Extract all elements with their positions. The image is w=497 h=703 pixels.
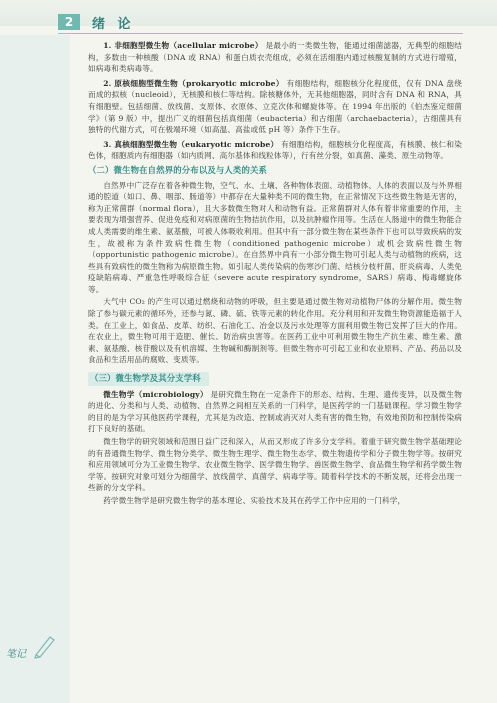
term-prokaryotic-microbe: 2. 原核细胞型微生物（prokaryotic microbe） [103, 78, 284, 88]
notes-label: 笔记 [6, 649, 26, 660]
chapter-title: 绪 论 [92, 17, 135, 32]
notes-marker [6, 633, 58, 665]
paragraph-text: 有细胞结构，细胞核分化程度高，有核膜、核仁和染色体，细胞质内有细胞器（如内质网、高尔基体和线粒体等），行有丝分裂，如真菌、藻类、原生动物等。 [88, 139, 462, 161]
paragraph-microbiology-definition [88, 389, 462, 435]
header-divider [58, 33, 463, 34]
page-body [88, 40, 462, 508]
term-acellular-microbe: 1. 非细胞型微生物（acellular microbe） [103, 41, 263, 50]
section-heading-microbiology: （三）微生物学及其分支学科 [88, 372, 209, 386]
paragraph-text: 是研究微生物在一定条件下的形态、结构、生理、遗传变异，以及微生物的进化、分类和与人类、动植物、自然界之间相互关系的一门科学，是医药学的一门基础课程。学习微生物学的目的是为学习其他医药学课程，尤其是为改造、控制或消灭对人类有害的微生物，有效地预防和控制传染病打下良好的基础。 [88, 389, 462, 434]
paragraph-acellular [88, 40, 462, 75]
paragraph-eukaryotic [88, 139, 462, 162]
term-eukaryotic-microbe: 3. 真核细胞型微生物（eukaryotic microbe） [103, 139, 279, 149]
term-microbiology: 微生物学（microbiology） [103, 389, 208, 399]
paragraph-pharmaceutical: 药学微生物学是研究微生物学的基本理论、实验技术及其在药学工作中应用的一门科学， [103, 495, 406, 505]
notes-margin [0, 35, 70, 703]
section-heading-distribution: （二）微生物在自然界的分布以及与人类的关系 [88, 164, 268, 175]
paragraph-distribution: 自然界中广泛存在着各种微生物，空气、水、土壤、各种物体表面、动植物体、人体的表面以及与外界相通的腔道（如口、鼻、咽部、肠道等）中都存在大量种类不同的微生物，在正常情况下这些微生物是无害的，称为正常菌群（normal flora），且大多数微生物对人和动物有益。正常菌群对人体有着非常重要的作用，主要表现为增强营养、促进免疫和对病原菌的生物拮抗作用，以及抗肿瘤作用等。生活在人肠道中的微生物能合成人类需要的维生素、氨基酸，可被人体吸收利用。但其中有一部分微生物在某些条件下也可以导致疾病的发生，故被称为条件致病性微生物（conditioned pathogenic microbe）或机会致病性微生物（opportunistic pathogenic microbe）。在自然界中尚有一小部分微生物可引起人类与动植物的疾病，这些具有致病性的微生物称为病原微生物。如引起人类传染病的伤寒沙门菌、结核分枝杆菌、肝炎病毒、人类免疫缺陷病毒、严重急性呼吸综合征（severe acute respiratory syndrome，SARS）病毒、梅毒螺旋体等。 [88, 180, 462, 294]
page-number: 2 [58, 14, 80, 30]
paragraph-co2: 大气中 CO₂ 的产生可以通过燃烧和动物的呼吸，但主要是通过微生物对动植物尸体的分解作用。微生物除了参与碳元素的循环外，还参与氮、磷、硫、铁等元素的转化作用。充分利用和开发微生物资源能造福于人类。在工业上，如食品、皮革、纺织、石油化工、冶金以及污水处理等方面利用微生物已发挥了巨大的作用。在农业上，微生物可用于造肥、催长、防治病虫害等。在医药工业中可利用微生物生产抗生素、维生素、激素、氨基酸、核苷酸以及有机溶媒、生物碱和酶制剂等。但微生物亦可引起工业和农业原料、产品、药品以及食品和生活用品的腐败、变质等。 [88, 297, 462, 365]
pen-icon [32, 633, 58, 659]
paragraph-prokaryotic [88, 78, 462, 136]
paragraph-branches: 微生物学的研究领域和范围日益广泛和深入，从而又形成了许多分支学科。着重于研究微生物学基础理论的有普通微生物学、微生物分类学、微生物生理学、微生物生态学、微生物遗传学和分子微生物学等。按研究和应用领域可分为工业微生物学、农业微生物学、医学微生物学、兽医微生物学、食品微生物学和药学微生物学等。按研究对象可划分为细菌学、放线菌学、真菌学、病毒学等。随着科学技术的不断发展，还将会出现一些新的分支学科。 [88, 437, 462, 493]
paragraph-text: 有细胞结构，细胞核分化程度低，仅有 DNA 盘绕而成的拟核（nucleoid），无核膜和核仁等结构。除核糖体外，无其他细胞器，同时含有 DNA 和 RNA，具有细胞壁。包括细菌、放线菌、支原体、衣原体、立克次体和螺旋体等。在 1994 年出版的《伯杰鉴定细菌学》（第 9 版）中，提出广义的细菌包括真细菌（eubacteria）和古细菌（archaebacteria），古细菌具有独特的代谢方式，可在极端环境（如高温、高盐或低 pH 等）条件下生存。 [88, 78, 462, 135]
paragraph-text: 是最小的一类微生物，能通过细菌滤器，无典型的细胞结构，多数由一种核酸（DNA 或 RNA）和蛋白质衣壳组成，必须在活细胞内通过核酸复制的方式进行增殖，如病毒和类病毒等。 [88, 41, 462, 74]
